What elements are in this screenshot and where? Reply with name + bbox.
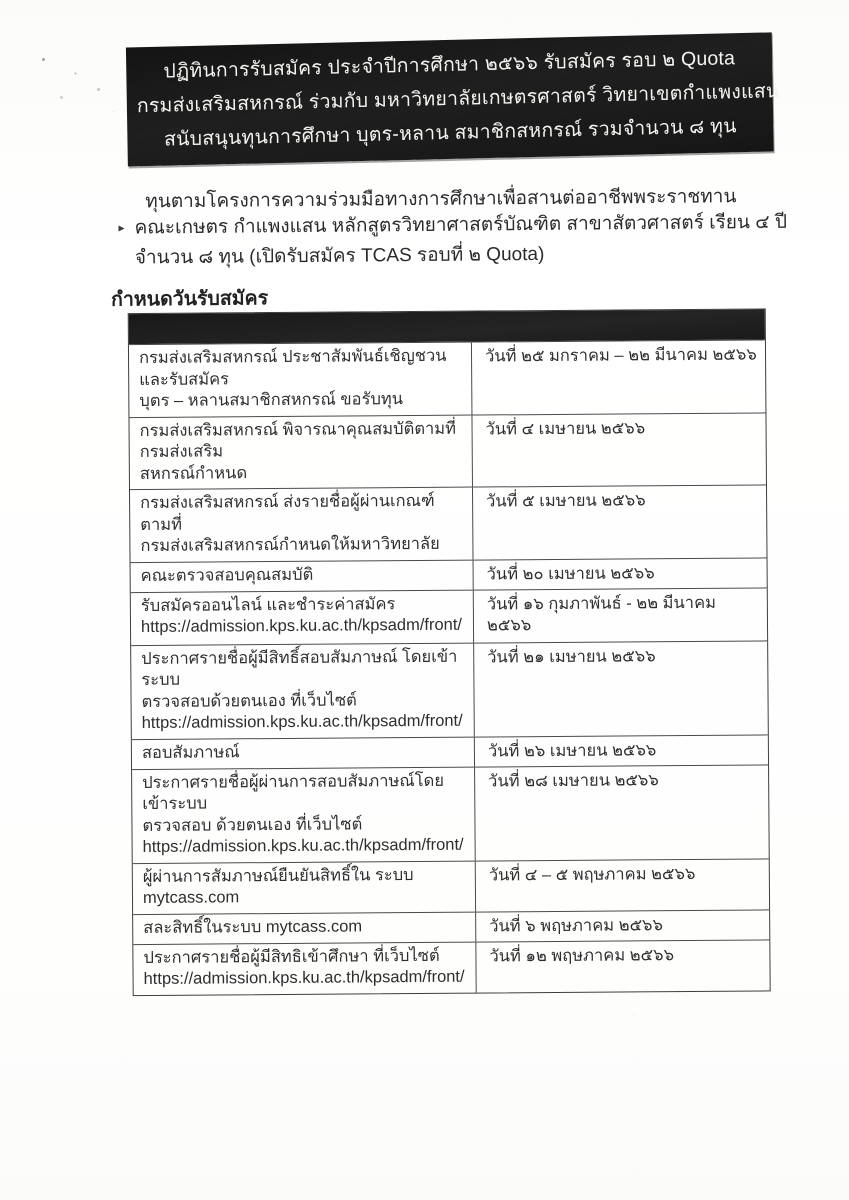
activity-cell: คณะตรวจสอบคุณสมบัติ (140, 565, 314, 585)
table-row (133, 858, 769, 914)
activity-cell: สอบสัมภาษณ์ (141, 742, 240, 762)
table-row (131, 587, 767, 645)
table-row (133, 909, 769, 944)
activity-cell: รับสมัครออนไลน์ และชำระค่าสมัคร https://admission.kps.ku.ac.th/kpsadm/front/ (140, 594, 463, 637)
schedule-section-title: กำหนดวันรับสมัคร (111, 287, 269, 311)
activity-cell: กรมส่งเสริมสหกรณ์ ประชาสัมพันธ์เชิญชวนและรับสมัคร บุตร – หลานสมาชิกสหกรณ์ ขอรับทุน (138, 346, 447, 411)
faculty-bullet-text: คณะเกษตร กำแพงแสน หลักสูตรวิทยาศาสตร์บัณฑิต สาขาสัตวศาสตร์ เรียน ๔ ปี จำนวน ๘ ทุน (เปิดรับสมัคร TCAS รอบที่ ๒ Quota) (134, 211, 788, 269)
activity-cell: ผู้ผ่านการสัมภาษณ์ยืนยันสิทธิ์ใน ระบบ mytcass.com (142, 865, 414, 908)
date-cell: วันที่ ๔ – ๕ พฤษภาคม ๒๕๖๖ (475, 859, 769, 911)
date-cell: วันที่ ๒๖ เมษายน ๒๕๖๖ (474, 735, 768, 766)
table-header-bar (129, 309, 765, 344)
date-cell: วันที่ ๖ พฤษภาคม ๒๕๖๖ (475, 910, 769, 941)
table-row (132, 734, 768, 769)
table-row (133, 939, 769, 995)
date-cell: วันที่ ๒๘ เมษายน ๒๕๖๖ (474, 765, 769, 860)
table-row (130, 484, 767, 561)
date-cell: วันที่ ๒๑ เมษายน ๒๕๖๖ (473, 641, 768, 736)
date-cell: วันที่ ๑๒ พฤษภาคม ๒๕๖๖ (475, 940, 769, 992)
banner-line-2: กรมส่งเสริมสหกรณ์ ร่วมกับ มหาวิทยาลัยเกษตรศาสตร์ วิทยาเขตกำแพงแสน (136, 79, 780, 117)
table-row (131, 640, 768, 739)
activity-cell: กรมส่งเสริมสหกรณ์ ส่งรายชื่อผู้ผ่านเกณฑ์ตามที่ กรมส่งเสริมสหกรณ์กำหนดให้มหาวิทยาลัย (140, 491, 440, 556)
triangle-bullet-icon: ▸ (118, 220, 125, 235)
faculty-bullet-item (118, 208, 787, 274)
activity-cell: สละสิทธิ์ในระบบ mytcass.com (143, 916, 363, 937)
table-row (129, 412, 766, 489)
activity-cell: ประกาศรายชื่อผู้มีสิทธิเข้าศึกษา ที่เว็บไซต์ https://admission.kps.ku.ac.th/kpsadm/front/ (143, 946, 465, 989)
date-cell: วันที่ ๑๖ กุมภาพันธ์ - ๒๒ มีนาคม ๒๕๖๖ (473, 588, 767, 642)
table-row (132, 764, 769, 863)
date-cell: วันที่ ๒๕ มกราคม – ๒๒ มีนาคม ๒๕๖๖ (471, 340, 766, 414)
table-row (129, 339, 766, 416)
banner-line-3: สนับสนุนทุนการศึกษา บุตร-หลาน สมาชิกสหกรณ์ รวมจำนวน ๘ ทุน (163, 114, 737, 151)
scholarship-program-line: ทุนตามโครงการความร่วมมือทางการศึกษาเพื่อสานต่ออาชีพพระราชทาน (145, 186, 737, 213)
date-cell: วันที่ ๒๐ เมษายน ๒๕๖๖ (473, 558, 767, 589)
banner-line-1: ปฏิทินการรับสมัคร ประจำปีการศึกษา ๒๕๖๖ รับสมัคร รอบ ๒ Quota (163, 46, 736, 83)
activity-cell: ประกาศรายชื่อผู้ผ่านการสอบสัมภาษณ์โดยเข้าระบบ ตรวจสอบ ด้วยตนเอง ที่เว็บไซต์ https://admission.kps.ku.ac.th/kpsadm/front/ (142, 771, 464, 857)
schedule-table (128, 308, 771, 995)
table-row (131, 557, 767, 592)
date-cell: วันที่ ๔ เมษายน ๒๕๖๖ (471, 413, 766, 487)
activity-cell: กรมส่งเสริมสหกรณ์ พิจารณาคุณสมบัติตามที่กรมส่งเสริม สหกรณ์กำหนด (139, 419, 457, 483)
title-banner (126, 32, 780, 166)
activity-cell: ประกาศรายชื่อผู้มีสิทธิ์สอบสัมภาษณ์ โดยเข้าระบบ ตรวจสอบด้วยตนเอง ที่เว็บไซต์ https://admission.kps.ku.ac.th/kpsadm/front/ (141, 647, 463, 733)
date-cell: วันที่ ๕ เมษายน ๒๕๖๖ (472, 485, 767, 559)
